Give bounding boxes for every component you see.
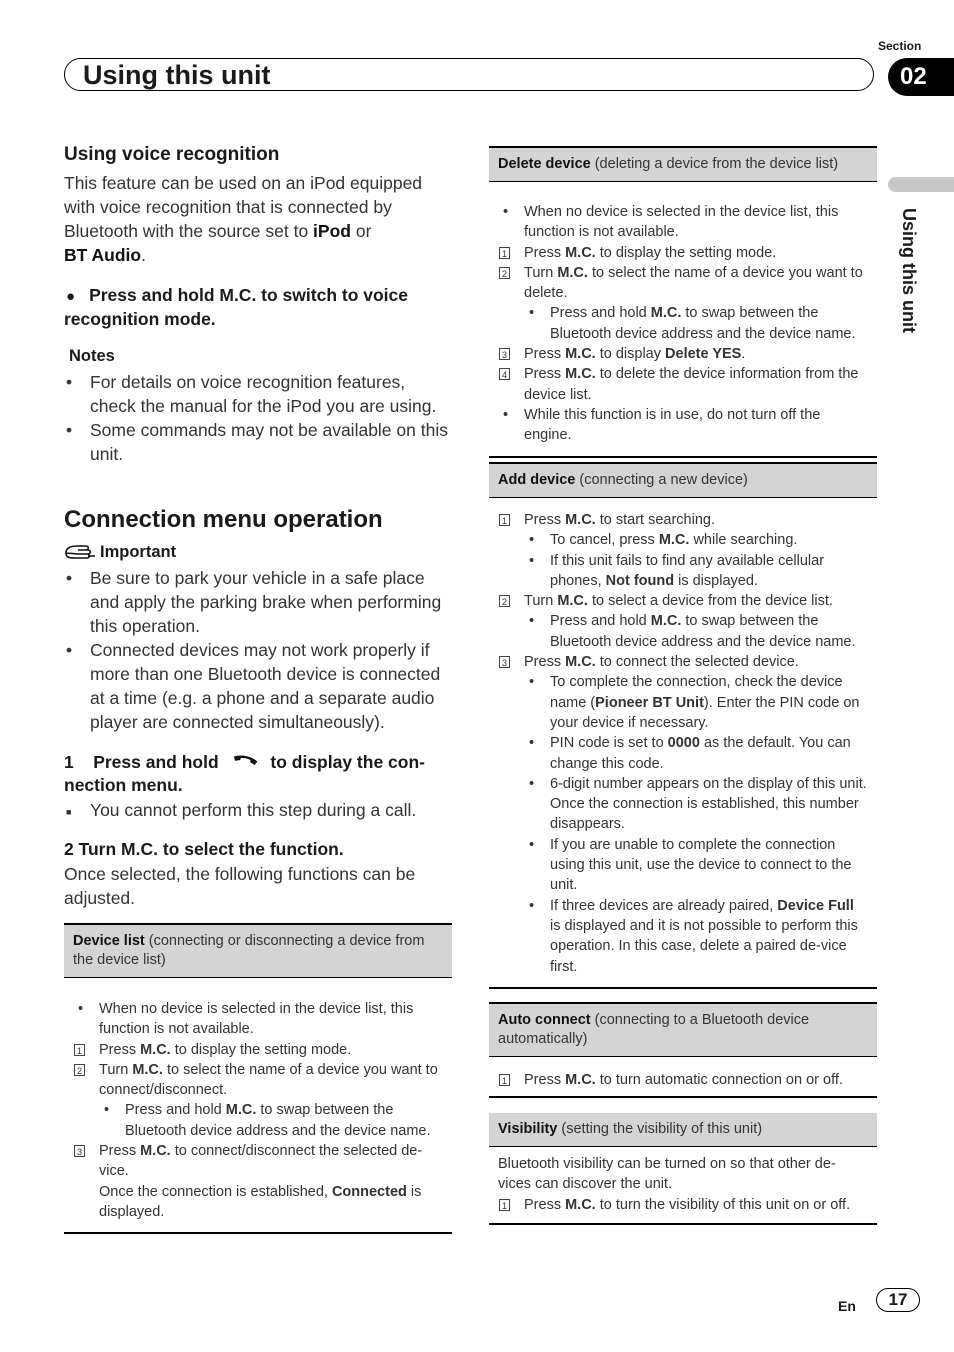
auto-connect-body (489, 1057, 877, 1098)
step-number-box: 2 (74, 1064, 85, 1076)
side-section-label: Using this unit (899, 208, 919, 333)
list-item: 1 Press M.C. to turn automatic connection on or off. (498, 1070, 868, 1090)
list-item: • When no device is selected in the device list, this function is not available. (503, 204, 839, 241)
list-item: 2 Turn M.C. to select the name of a device you want to delete. (498, 263, 868, 304)
device-list-header (64, 925, 452, 978)
step-number-box: 1 (74, 1044, 85, 1056)
delete-device-header (489, 148, 877, 182)
step2: 2 Turn M.C. to select the function. (64, 839, 344, 859)
list-subitem: • PIN code is set to 0000 as the default. You can change this code. (529, 735, 851, 772)
step-number-box: 3 (74, 1145, 85, 1157)
step1-text-c: nection menu. (64, 775, 183, 795)
list-item: 3 Press M.C. to connect/disconnect the selected de-vice. (73, 1141, 443, 1182)
voice-heading: Using voice recognition (64, 144, 280, 165)
list-item: • When no device is selected in the device list, this function is not available. (78, 1001, 414, 1038)
device-list-name: Device list (73, 933, 145, 949)
list-item: 1 Press M.C. to turn the visibility of this unit on or off. (498, 1195, 868, 1215)
notes-list (64, 370, 452, 466)
page-title-bar (64, 58, 874, 91)
ipod-term: iPod (313, 221, 351, 241)
step2-desc: Once selected, the following functions can be adjusted. (64, 864, 416, 908)
list-item: 1 Press M.C. to start searching. (498, 510, 868, 530)
page-number: 17 (876, 1288, 920, 1312)
step1-number: 1 (64, 752, 74, 772)
important-hand-icon (64, 544, 96, 562)
note-item: • Some commands may not be available on this unit. (64, 418, 452, 466)
add-device-desc: (connecting a new device) (575, 472, 748, 488)
list-item: 4 Press M.C. to delete the device information from the device list. (498, 364, 868, 405)
list-subitem: • Press and hold M.C. to swap between the Bluetooth device address and the device name. (104, 1102, 431, 1139)
delete-device-name: Delete device (498, 156, 591, 172)
list-item: 2 Turn M.C. to select the name of a device you want to connect/disconnect. (73, 1060, 443, 1101)
step-number-box: 1 (499, 247, 510, 259)
list-item: 1 Press M.C. to display the setting mode. (73, 1040, 443, 1060)
list-subitem: • To cancel, press M.C. while searching. (529, 532, 798, 549)
step-number-box: 2 (499, 267, 510, 279)
step-number-box: 1 (499, 1199, 510, 1211)
important-header (64, 543, 452, 562)
phone-hangup-icon (230, 755, 260, 769)
voice-para-text: This feature can be used on an iPod equipped with voice recognition that is connected by Bluetooth with the source set to (64, 173, 423, 241)
step1 (64, 751, 452, 797)
add-device-body (489, 498, 877, 987)
auto-connect-desc: (connecting to a Bluetooth device automatically) (498, 1012, 810, 1047)
visibility-desc: (setting the visibility of this unit) (557, 1121, 763, 1137)
step1-text-b: to display the con- (270, 752, 425, 772)
device-list-body (64, 978, 452, 1232)
page-title: Using this unit (83, 60, 271, 90)
connection-heading: Connection menu operation (64, 506, 383, 533)
connection-menu-section (64, 506, 452, 910)
list-subitem: • If this unit fails to find any available cellular phones, Not found is displayed. (529, 552, 825, 589)
step1-note: ■ You cannot perform this step during a call. (64, 798, 452, 822)
language-label: En (838, 1298, 856, 1314)
auto-connect-table (489, 1002, 877, 1098)
add-device-header (489, 464, 877, 498)
list-subitem: • If three devices are already paired, Device Full is displayed and it is not possible to perform this operation. In this case, delete a paired de-vice first. (529, 897, 858, 975)
voice-recognition-section (64, 144, 452, 466)
list-subitem: • To complete the connection, check the device name (Pioneer BT Unit). Enter the PIN code on your device if necessary. (529, 674, 860, 731)
step-number-box: 3 (499, 656, 510, 668)
step-number-box: 1 (499, 514, 510, 526)
list-item: 2 Turn M.C. to select a device from the device list. (498, 591, 868, 611)
voice-or: or (350, 221, 372, 241)
section-label: Section (878, 39, 922, 53)
auto-connect-name: Auto connect (498, 1012, 591, 1028)
list-subitem: • 6-digit number appears on the display of this unit. Once the connection is established, this number disappears. (529, 775, 867, 833)
important-item: • Connected devices may not work properly if more than one Bluetooth device is connected at a time (e.g. a phone and a separate audio player are connected simultaneously). (64, 638, 452, 734)
list-item: • While this function is in use, do not turn off the engine. (503, 406, 821, 444)
bt-audio-term: BT Audio (64, 245, 142, 265)
step-number-box: 1 (499, 1074, 510, 1086)
visibility-name: Visibility (498, 1121, 558, 1137)
list-item-extra: Once the connection is established, Connected is displayed. (99, 1183, 422, 1220)
list-item: 1 Press M.C. to display the setting mode. (498, 243, 868, 263)
voice-step (64, 284, 452, 331)
step-number-box: 2 (499, 595, 510, 607)
important-title: Important (100, 543, 177, 561)
notes-title: Notes (69, 347, 115, 365)
side-tab-marker (888, 177, 954, 192)
list-subitem: • Press and hold M.C. to swap between the Bluetooth device address and the device name. (529, 305, 856, 342)
list-item: 3 Press M.C. to connect the selected device. (498, 652, 868, 672)
auto-connect-header (489, 1004, 877, 1057)
list-subitem: • Press and hold M.C. to swap between the Bluetooth device address and the device name. (529, 613, 856, 650)
step-bullet-icon: ● (66, 288, 76, 305)
voice-period: . (141, 245, 146, 265)
voice-paragraph (64, 171, 452, 267)
device-list-desc: (connecting or disconnecting a device from the device list) (73, 933, 425, 968)
device-list-table (64, 923, 452, 1234)
important-list (64, 566, 452, 734)
delete-device-desc: (deleting a device from the device list) (590, 156, 839, 172)
add-device-table (489, 462, 877, 989)
step1-notes (64, 798, 452, 822)
section-number-badge: 02 (888, 58, 954, 96)
visibility-header (489, 1113, 877, 1147)
important-item: • Be sure to park your vehicle in a safe place and apply the parking brake when performing this operation. (64, 566, 452, 638)
delete-device-body (489, 182, 877, 456)
visibility-body (489, 1147, 877, 1223)
list-item: 3 Press M.C. to display Delete YES. (498, 344, 868, 364)
delete-device-table (489, 146, 877, 458)
add-device-name: Add device (498, 472, 576, 488)
step-number-box: 4 (499, 368, 510, 380)
note-item: • For details on voice recognition features, check the manual for the iPod you are using. (64, 370, 452, 418)
list-subitem: • If you are unable to complete the connection using this unit, use the device to connect to the unit. (529, 836, 852, 894)
voice-step-text: Press and hold M.C. to switch to voice recognition mode. (64, 285, 409, 329)
step-number-box: 3 (499, 348, 510, 360)
visibility-table (489, 1113, 877, 1225)
step1-text-a: Press and hold (93, 752, 219, 772)
visibility-intro: Bluetooth visibility can be turned on so that other de-vices can discover the unit. (498, 1156, 836, 1193)
